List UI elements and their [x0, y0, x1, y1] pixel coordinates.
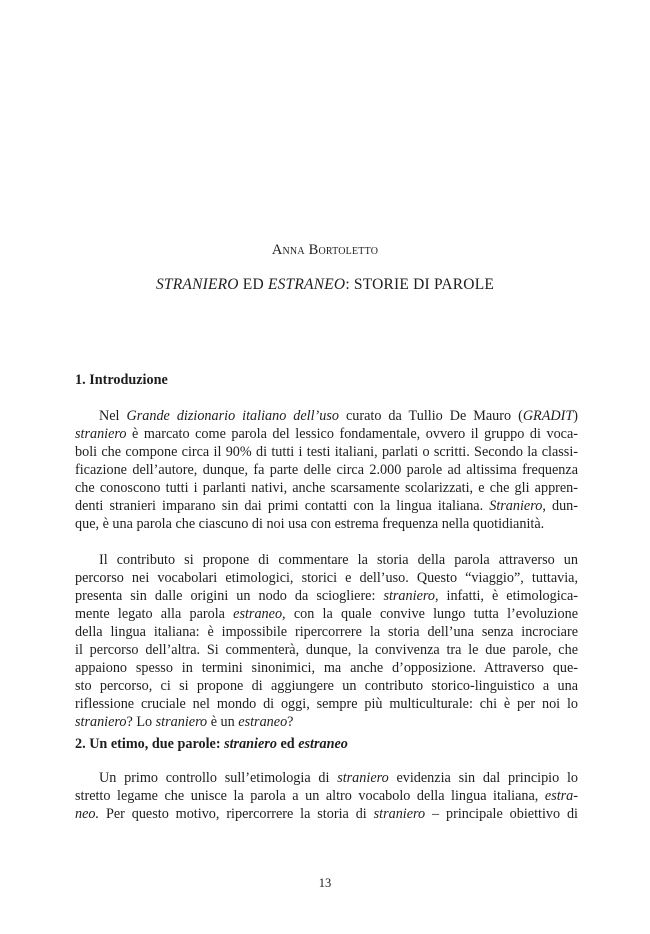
text-line: sto percorso, ci si propone di aggiungere un contributo storico-linguistico a una — [75, 678, 578, 694]
text-line: ficazione dell’autore, dunque, fa parte delle circa 2.000 parole ad altissima frequenza — [75, 462, 578, 478]
text-line: che conoscono tutti i parlanti nativi, anche scarsamente scolarizzati, e che gli appren- — [75, 480, 578, 496]
text-line: della lingua italiana: è impossibile ripercorrere la storia dell’una senza incrociare — [75, 624, 578, 640]
text-line: mente legato alla parola estraneo, con la quale convive lungo tutta l’evoluzione — [75, 606, 578, 622]
title-subtitle: : STORIE DI PAROLE — [345, 276, 495, 293]
text-line: Nel Grande dizionario italiano dell’uso curato da Tullio De Mauro (GRADIT) — [99, 408, 578, 424]
page-number: 13 — [318, 876, 332, 890]
text-line: straniero? Lo straniero è un estraneo? — [75, 714, 294, 730]
text-line: denti stranieri imparano sin dai primi contatti con la lingua italiana. Straniero, dun- — [75, 498, 578, 514]
text-line: presenta sin dalle origini un nodo da sciogliere: straniero, infatti, è etimologica- — [75, 588, 578, 604]
section-heading-1: 1. Introduzione — [75, 372, 168, 388]
article-title — [0, 276, 650, 294]
paragraph-1 — [75, 407, 578, 533]
text-line: riflessione cruciale nel mondo di oggi, sempre più multiculturale: chi è per noi lo — [75, 696, 578, 712]
text-line: Il contributo si propone di commentare la storia della parola attraverso un — [99, 552, 578, 568]
title-conjunction: ED — [238, 276, 268, 293]
section-heading-2: 2. Un etimo, due parole: straniero ed estraneo — [75, 736, 348, 752]
author-name: Anna Bortoletto — [271, 242, 379, 258]
title-term-straniero: STRANIERO — [155, 276, 239, 293]
paragraph-2 — [75, 551, 578, 731]
title-term-estraneo: ESTRANEO — [267, 276, 346, 293]
text-line: que, è una parola che ciascuno di noi usa con estrema frequenza nella quotidianità. — [75, 516, 545, 532]
text-line: appaiono spesso in termini sinonimici, ma anche d’opposizione. Attraverso que- — [75, 660, 578, 676]
text-line: Un primo controllo sull’etimologia di straniero evidenzia sin dal principio lo — [99, 770, 578, 786]
paragraph-3 — [75, 769, 578, 823]
text-line: percorso nei vocabolari etimologici, storici e dell’uso. Questo “viaggio”, tuttavia, — [75, 570, 578, 586]
text-line: neo. Per questo motivo, ripercorrere la storia di straniero – principale obiettivo di — [75, 806, 578, 822]
text-line: straniero è marcato come parola del lessico fondamentale, ovvero il gruppo di voca- — [75, 426, 578, 442]
text-line: stretto legame che unisce la parola a un altro vocabolo della lingua italiana, estra- — [75, 788, 578, 804]
text-line: boli che compone circa il 90% di tutti i testi italiani, parlati o scritti. Secondo la classi- — [75, 444, 578, 460]
text-line: il percorso dell’altra. Si commenterà, dunque, la convivenza tra le due parole, che — [75, 642, 578, 658]
